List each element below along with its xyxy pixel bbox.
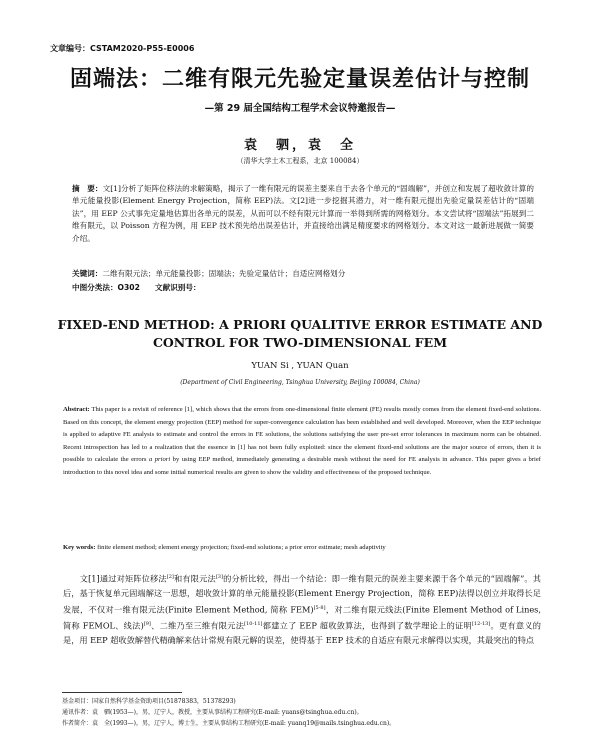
english-title-line-2: CONTROL FOR TWO-DIMENSIONAL FEM — [152, 335, 448, 350]
english-abstract-text-2: by using EEP method, immediately generating a desirable mesh without the need for FE analysis in advance. This paper gives a brief introduction to this novel idea and some initial numerical results are given to show the validity and effectiveness of the proposed technique. — [63, 456, 541, 476]
chinese-title: 固端法：二维有限元先验定量误差估计与控制 — [69, 67, 530, 92]
body-text-2: 和有限元法 — [173, 573, 216, 584]
chinese-keywords-text: 二维有限元法；单元能量投影；固端法；先验定量估计；自适应网格划分 — [102, 269, 346, 278]
chinese-abstract-text: 文[1]分析了矩阵位移法的求解策略，揭示了一维有限元的误差主要来自于去各个单元的“固端解”，并创立和发展了超收敛计算的单元能量投影(Element Energy Projection，简称 EEP)法。文[2]进一步挖掘其潜力，对一维有限元提出先验定量误差估计的“固端法”，用 EEP 公式事先定量地估算出各单元的误差，从而可以不经有限元计算而一举得到所需的网格划分。本文尝试将“固端法”拓展到二维有限元，以 Poisson 方程为例，用 EEP 技术预先给出误差估计，并直接给出满足精度要求的网格划分。本文对这一最新进展做一简要介绍。 — [72, 184, 534, 243]
citation-ref: [2] — [166, 574, 174, 580]
english-keywords-text: finite element method; element energy projection; fixed-end solutions; a prior error estimate; mesh adaptivity — [97, 544, 386, 551]
chinese-subtitle: —第 29 届全国结构工程学术会议特邀报告— — [204, 103, 396, 114]
english-title — [0, 316, 600, 352]
body-text-1: 文[1]通过对矩阵位移法 — [79, 573, 167, 584]
english-affiliation: (Department of Civil Engineering, Tsinghua University, Beijing 100084, China) — [180, 379, 420, 386]
english-abstract-italic: a priori — [148, 456, 171, 463]
citation-ref: [5-8] — [313, 604, 326, 611]
english-abstract — [63, 404, 541, 479]
chinese-authors: 袁 驷，袁 全 — [243, 138, 356, 153]
english-keywords-label: Key words: — [63, 544, 96, 551]
body-text-7: 。更有意义的是，用 EEP 超收敛解替代精确解来估计常规有限元解的误差，使得基于 EEP 技术的自适应有限元求解得以实现，其最突出的特点 — [63, 620, 541, 645]
footnote-rule — [62, 692, 182, 693]
citation-ref: [10-11] — [244, 620, 263, 627]
body-text-6: 都建立了 EEP 超收敛算法，也得到了数学理论上的证明 — [262, 620, 472, 631]
footnote-author: 作者简介：袁 全(1993—)，男，辽宁人，博士生，主要从事结构工程研究(E-mail: yuanq19@mails.tsinghua.edu.cn)。 — [62, 720, 396, 727]
footnote-contact: 通讯作者：袁 驷(1953—)，男，辽宁人，教授，主要从事结构工程研究(E-mail: yuans@tsinghua.edu.cn)。 — [62, 709, 363, 716]
body-text-3: 的分析比较，得出一个结论：即一维有限元的误差主要来源于各个单元的“固端解”。其后，基于恢复单元固端解这一思想，超收敛计算的单元能量投影(Element Energy Projection，简称 EEP)法得以创立并取得长足发展，不仅对一维有限元法(Finite Element Method, 简称 FEM) — [63, 573, 541, 615]
document-number: 文章编号：CSTAM2020-P55-E0006 — [50, 44, 195, 53]
classification-line: 中图分类法：O302 文献识别号： — [72, 283, 201, 292]
chinese-keywords — [72, 268, 542, 280]
citation-ref: [3] — [215, 574, 223, 580]
chinese-keywords-label: 关键词： — [72, 269, 103, 278]
body-paragraph — [63, 570, 541, 647]
english-abstract-text-1: This paper is a revisit of reference [1], which shows that the errors from one-dimensional finite element (FE) results mostly comes from the element fixed-end solutions. Based on this concept, the element energy projection (EEP) method for super-convergence calculation has been established and well developed. Moreover, when the EEP technique is applied to adaptive FE analysis to estimate and control the errors in FE solutions, the solutions satisfying the user pre-set error tolerances in maximum norm can be obtained. Recent introspection has led to a realization that the essence in [1] has not been fully exploited: since the element fixed-end solutions are the major source of errors, then it is possible to calculate the errors — [63, 406, 542, 463]
chinese-affiliation: （清华大学土木工程系，北京 100084） — [236, 157, 364, 165]
body-text-4: ，对二维有限元线法(Finite Element Method of Lines, 简称 FEMOL、线法) — [63, 604, 541, 631]
english-abstract-label: Abstract: — [63, 406, 90, 413]
citation-ref: [9] — [143, 620, 151, 627]
english-authors: YUAN Si , YUAN Quan — [251, 361, 349, 371]
english-title-line-1: FIXED-END METHOD: A PRIORI QUALITIVE ERROR ESTIMATE AND — [57, 317, 543, 332]
citation-ref: [12-13] — [471, 620, 491, 627]
footnote-fund: 基金项目：国家自然科学基金资助项目(51878383，51378293) — [62, 698, 236, 705]
chinese-abstract-label: 摘 要： — [72, 184, 103, 193]
chinese-abstract — [72, 183, 534, 245]
english-keywords — [63, 542, 541, 554]
body-text-5: 、二维乃至三维有限元法 — [150, 620, 245, 631]
